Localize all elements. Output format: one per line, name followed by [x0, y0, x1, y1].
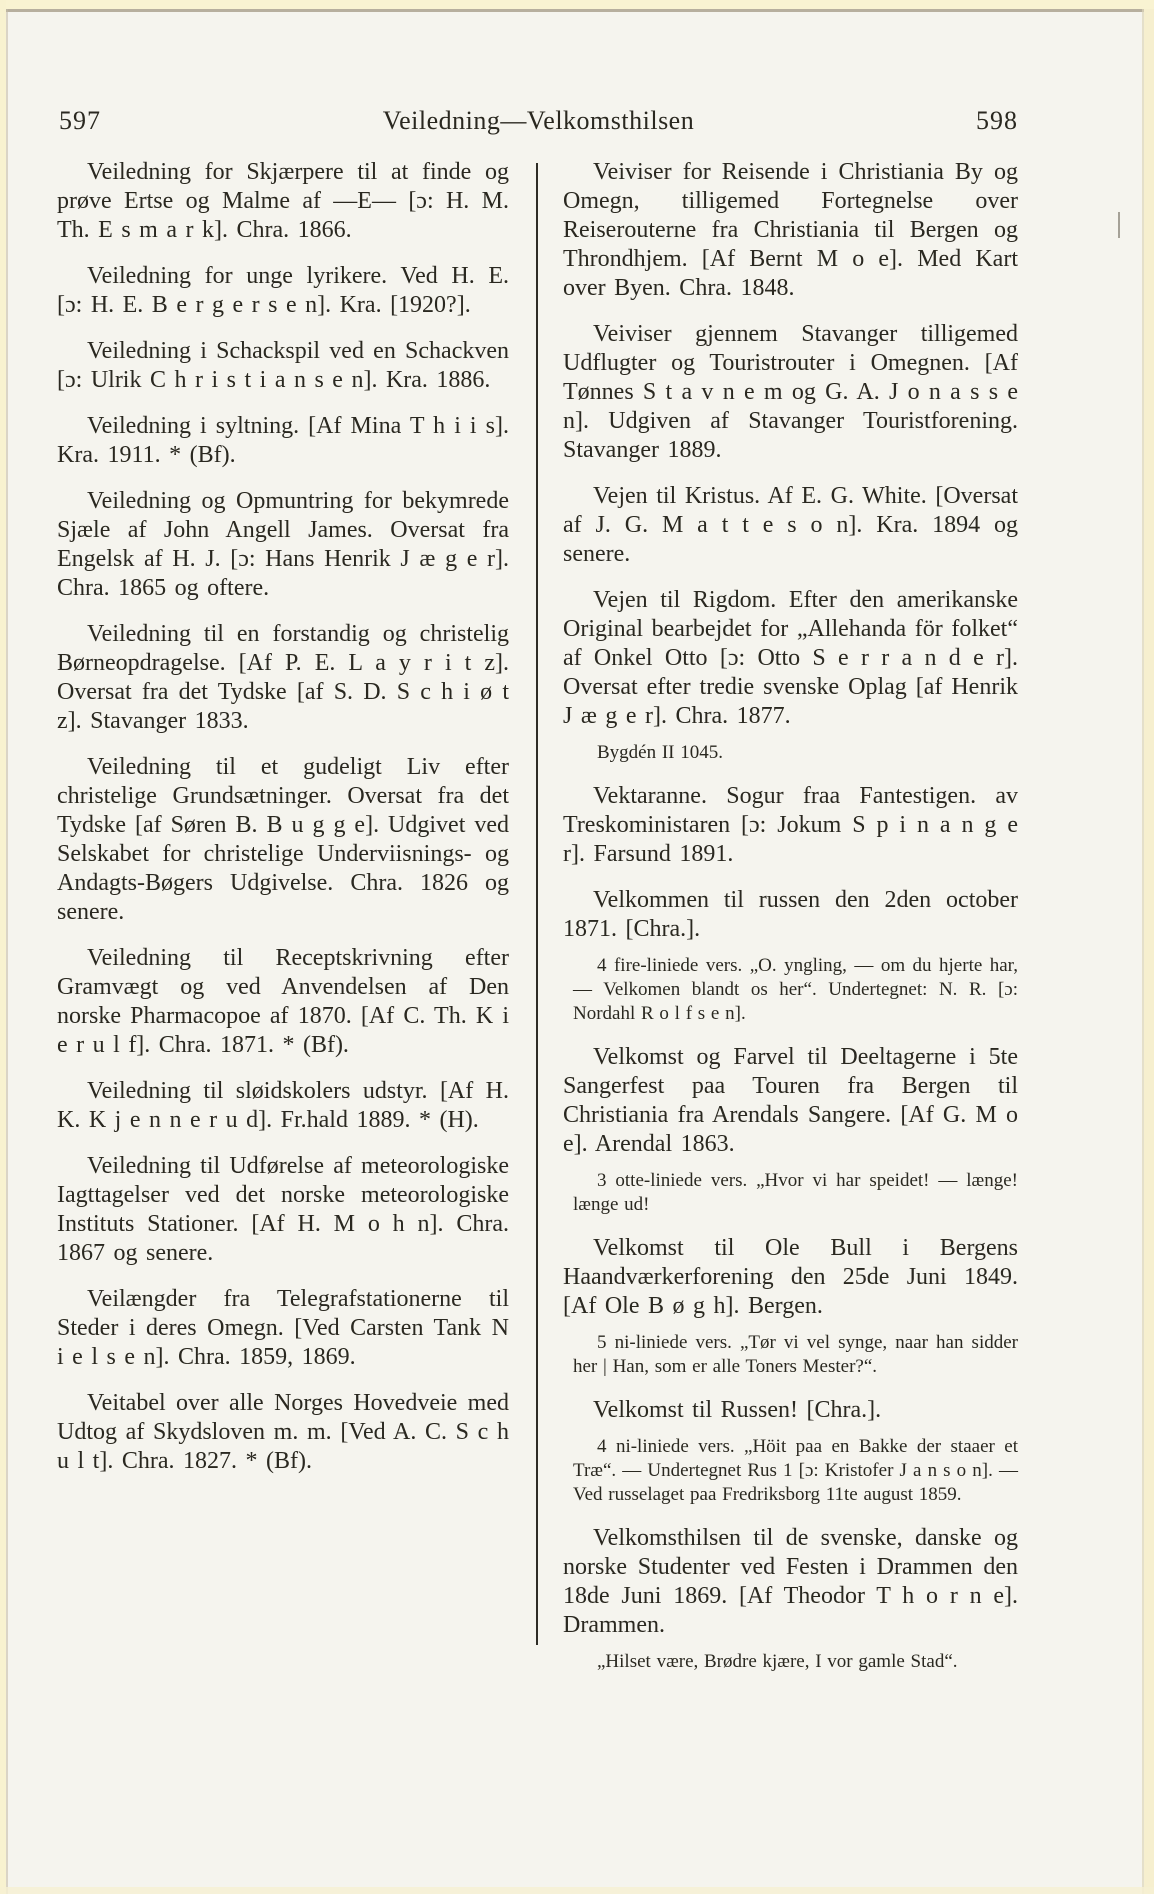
page-edge-top [0, 0, 1154, 9]
bibliography-entry: Veiledning til Receptskrivning efter Gramvægt og ved Anvendelsen af Den norske Pharmacopoe af 1870. [Af C. Th. K i e r u l f]. Chra. 1871. * (Bf). [57, 945, 509, 1058]
bibliography-entry: Veiledning til en forstandig og christelig Børneopdragelse. [Af P. E. L a y r i t z]. Oversat fra det Tydske [af S. D. S c h i ø t z]. Stavanger 1833. [57, 621, 509, 734]
entry-annotation: 3 otte-liniede vers. „Hvor vi har speidet! — længe! længe ud! [573, 1170, 1018, 1215]
left-text-column [57, 158, 509, 1493]
entry-annotation: „Hilset være, Brødre kjære, I vor gamle Stad“. [597, 1651, 958, 1672]
bibliography-entry: Veiviser gjennem Stavanger tilligemed Udflugter og Touristrouter i Omegnen. [Af Tønnes S t a v n e m og G. A. J o n a s s e n]. Udgiven af Stavanger Touristforening. Stavanger 1889. [563, 321, 1018, 463]
column-divider-rule [536, 163, 538, 1645]
bibliography-entry: Velkomst og Farvel til Deeltagerne i 5te Sangerfest paa Touren fra Bergen til Christiania fra Arendals Sangere. [Af G. M o e]. Arendal 1863. [563, 1044, 1018, 1157]
page-edge-right [1144, 9, 1154, 1894]
page-edge-left-line [6, 9, 8, 1894]
bibliography-entry: Veilængder fra Telegrafstationerne til Steder i deres Omegn. [Ved Carsten Tank N i e l s e n]. Chra. 1859, 1869. [57, 1286, 509, 1370]
bibliography-entry: Velkomsthilsen til de svenske, danske og norske Studenter ved Festen i Drammen den 18de Juni 1869. [Af Theodor T h o r n e]. Drammen. [563, 1525, 1018, 1638]
bibliography-entry: Veiledning til sløidskolers udstyr. [Af H. K. K j e n n e r u d]. Fr.hald 1889. * (H). [57, 1078, 509, 1133]
entry-annotation: 5 ni-liniede vers. „Tør vi vel synge, naar han sidder her | Han, som er alle Toners Mester?“. [573, 1332, 1018, 1377]
running-header [57, 106, 1020, 140]
page-edge-right-line [1142, 9, 1144, 1894]
right-text-column [563, 158, 1018, 1691]
bibliography-entry: Velkommen til russen den 2den october 1871. [Chra.]. [563, 887, 1018, 942]
entry-annotation: Bygdén II 1045. [597, 742, 724, 763]
entry-annotation: 4 fire-liniede vers. „O. yngling, — om du hjerte har, — Velkomen blandt os her“. Undertegnet: N. R. [ɔ: Nordahl R o l f s e n]. [573, 955, 1018, 1024]
bibliography-entry: Veiledning til Udførelse af meteorologiske Iagttagelser ved det norske meteorologiske Instituts Stationer. [Af H. M o h n]. Chra. 1867 og senere. [57, 1153, 509, 1266]
entry-annotation: 4 ni-liniede vers. „Höit paa en Bakke der staaer et Træ“. — Undertegnet Rus 1 [ɔ: Kristofer J a n s o n]. — Ved russelaget paa Fredriksborg 11te august 1859. [573, 1436, 1018, 1505]
page-edge-top-line [0, 9, 1154, 12]
bibliography-entry: Vejen til Kristus. Af E. G. White. [Oversat af J. G. M a t t e s o n]. Kra. 1894 og senere. [563, 483, 1018, 567]
bibliography-entry: Veiledning og Opmuntring for bekymrede Sjæle af John Angell James. Oversat fra Engelsk af H. J. [ɔ: Hans Henrik J æ g e r]. Chra. 1865 og oftere. [57, 488, 509, 601]
bibliography-entry: Veitabel over alle Norges Hovedveie med Udtog af Skydsloven m. m. [Ved A. C. S c h u l t]. Chra. 1827. * (Bf). [57, 1390, 509, 1474]
bibliography-entry: Vektaranne. Sogur fraa Fantestigen. av Treskoministaren [ɔ: Jokum S p i n a n g e r]. Farsund 1891. [563, 783, 1018, 867]
bibliography-entry: Veiledning for Skjærpere til at finde og prøve Ertse og Malme af —E— [ɔ: H. M. Th. E s m a r k]. Chra. 1866. [57, 159, 509, 243]
bibliography-entry: Velkomst til Ole Bull i Bergens Haandværkerforening den 25de Juni 1849. [Af Ole B ø g h]. Bergen. [563, 1235, 1018, 1319]
page-edge-bottom [0, 1887, 1154, 1894]
page-number-left: 597 [59, 106, 101, 135]
bibliography-entry: Vejen til Rigdom. Efter den amerikanske Original bearbejdet for „Allehanda för folket“ af Onkel Otto [ɔ: Otto S e r r a n d e r]. Oversat efter tredie svenske Oplag [af Henrik J æ g e r]. Chra. 1877. [563, 587, 1018, 729]
bibliography-entry: Velkomst til Russen! [Chra.]. [593, 1397, 882, 1423]
bibliography-entry: Veiledning for unge lyrikere. Ved H. E. [ɔ: H. E. B e r g e r s e n]. Kra. [1920?]. [57, 263, 509, 318]
bibliography-entry: Veiviser for Reisende i Christiania By og Omegn, tilligemed Fortegnelse over Reiserouterne fra Christiania til Bergen og Throndhjem. [Af Bernt M o e]. Med Kart over Byen. Chra. 1848. [563, 159, 1018, 301]
scan-artifact-mark [1118, 212, 1120, 238]
page-number-right: 598 [976, 106, 1018, 135]
bibliography-entry: Veiledning i Schackspil ved en Schackven [ɔ: Ulrik C h r i s t i a n s e n]. Kra. 1886. [57, 338, 509, 393]
bibliography-entry: Veiledning i syltning. [Af Mina T h i i s]. Kra. 1911. * (Bf). [57, 413, 509, 468]
running-title: Veiledning—Velkomsthilsen [382, 106, 695, 135]
bibliography-entry: Veiledning til et gudeligt Liv efter christelige Grundsætninger. Oversat fra det Tydske [af Søren B. B u g g e]. Udgivet ved Selskabet for christelige Underviisnings- og Andagts-Bøgers Udgivelse. Chra. 1826 og senere. [57, 754, 509, 925]
